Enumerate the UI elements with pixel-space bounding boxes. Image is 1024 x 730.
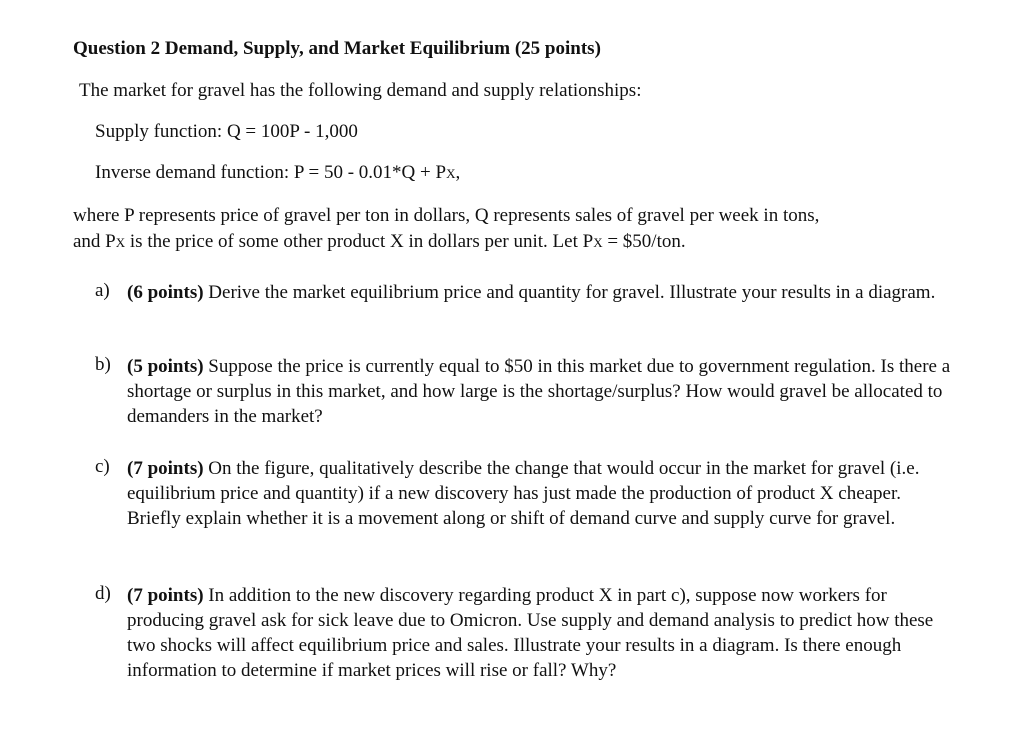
inverse-demand-text: Inverse demand function: P = 50 - 0.01*Q + P bbox=[95, 162, 447, 183]
supply-function: Supply function: Q = 100P - 1,000 bbox=[95, 121, 358, 142]
question-text bbox=[127, 280, 957, 305]
question-letter: c) bbox=[95, 456, 110, 477]
question-text bbox=[127, 583, 957, 683]
question-letter: b) bbox=[95, 354, 111, 375]
definitions-line-2 bbox=[73, 231, 686, 253]
question-body: Derive the market equilibrium price and quantity for gravel. Illustrate your results in a diagram. bbox=[203, 282, 936, 303]
definitions-text-3: = $50/ton. bbox=[602, 231, 686, 252]
question-body: Suppose the price is currently equal to $50 in this market due to government regulation. Is there a shortage or surplus in this market, and how large is the shortage/surplus? How would gravel be allocated to demanders in the market? bbox=[127, 356, 951, 427]
inverse-demand-function bbox=[95, 162, 460, 184]
question-points: (6 points) bbox=[127, 282, 204, 303]
subscript-x: X bbox=[115, 235, 126, 250]
question-text bbox=[127, 456, 957, 531]
question-letter: d) bbox=[95, 583, 111, 604]
question-points: (7 points) bbox=[127, 458, 204, 479]
intro-text: The market for gravel has the following demand and supply relationships: bbox=[79, 80, 642, 101]
inverse-demand-end: , bbox=[455, 162, 461, 183]
question-points: (5 points) bbox=[127, 356, 204, 377]
definitions-text-2: is the price of some other product X in dollars per unit. Let P bbox=[125, 231, 594, 252]
question-text bbox=[127, 354, 957, 429]
question-body: In addition to the new discovery regarding product X in part c), suppose now workers for producing gravel ask for sick leave due to Omicron. Use supply and demand analysis to predict how these two shocks will affect equilibrium price and sales. Illustrate your results in a diagram. Is there enough information to determine if market prices will rise or fall? Why? bbox=[127, 585, 934, 681]
subscript-x: X bbox=[446, 166, 456, 181]
question-title: Question 2 Demand, Supply, and Market Equilibrium (25 points) bbox=[73, 38, 601, 59]
definitions-text-1: and P bbox=[73, 231, 116, 252]
definitions-line-1: where P represents price of gravel per ton in dollars, Q represents sales of gravel per week in tons, bbox=[73, 205, 820, 226]
subscript-x: X bbox=[593, 235, 603, 250]
question-letter: a) bbox=[95, 280, 110, 301]
question-body: On the figure, qualitatively describe the change that would occur in the market for gravel (i.e. equilibrium price and quantity) if a new discovery has just made the production of product X cheaper. Briefly explain whether it is a movement along or shift of demand curve and supply curve for gravel. bbox=[127, 458, 920, 529]
question-points: (7 points) bbox=[127, 585, 204, 606]
